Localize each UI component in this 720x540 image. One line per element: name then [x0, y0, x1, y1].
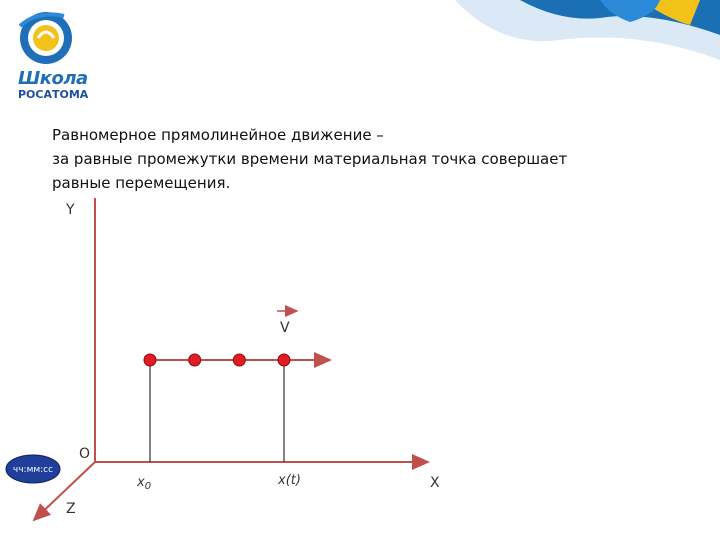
definition-line-3: равные перемещения.: [52, 174, 231, 192]
header-banner: [0, 0, 720, 120]
logo-word: Школа: [18, 68, 88, 89]
material-point-3: [233, 354, 245, 366]
y-axis-label: Y: [66, 202, 75, 218]
school-logo: [8, 6, 98, 102]
clock-label: чч:мм:сс: [12, 465, 54, 475]
origin-label: O: [79, 446, 91, 462]
material-point-2: [189, 354, 201, 366]
x0-label-subscript: 0: [144, 481, 152, 492]
x0-label: [136, 475, 151, 492]
definition-text: [52, 123, 672, 195]
velocity-label: V: [280, 320, 290, 336]
definition-line-2: за равные промежутки времени материальная точка совершает: [52, 150, 568, 168]
material-point-4: [278, 354, 290, 366]
xt-label: x(t): [278, 473, 301, 488]
z-axis-label: Z: [66, 501, 76, 517]
material-point-1: [144, 354, 156, 366]
clock-button[interactable]: [6, 455, 60, 483]
x0-label-main: x: [137, 475, 145, 490]
definition-line-1: Равномерное прямолинейное движение –: [52, 126, 384, 144]
x-axis-label: X: [430, 475, 440, 491]
logo-subword: РОСАТОМА: [18, 88, 89, 101]
coordinate-diagram: [0, 190, 720, 540]
